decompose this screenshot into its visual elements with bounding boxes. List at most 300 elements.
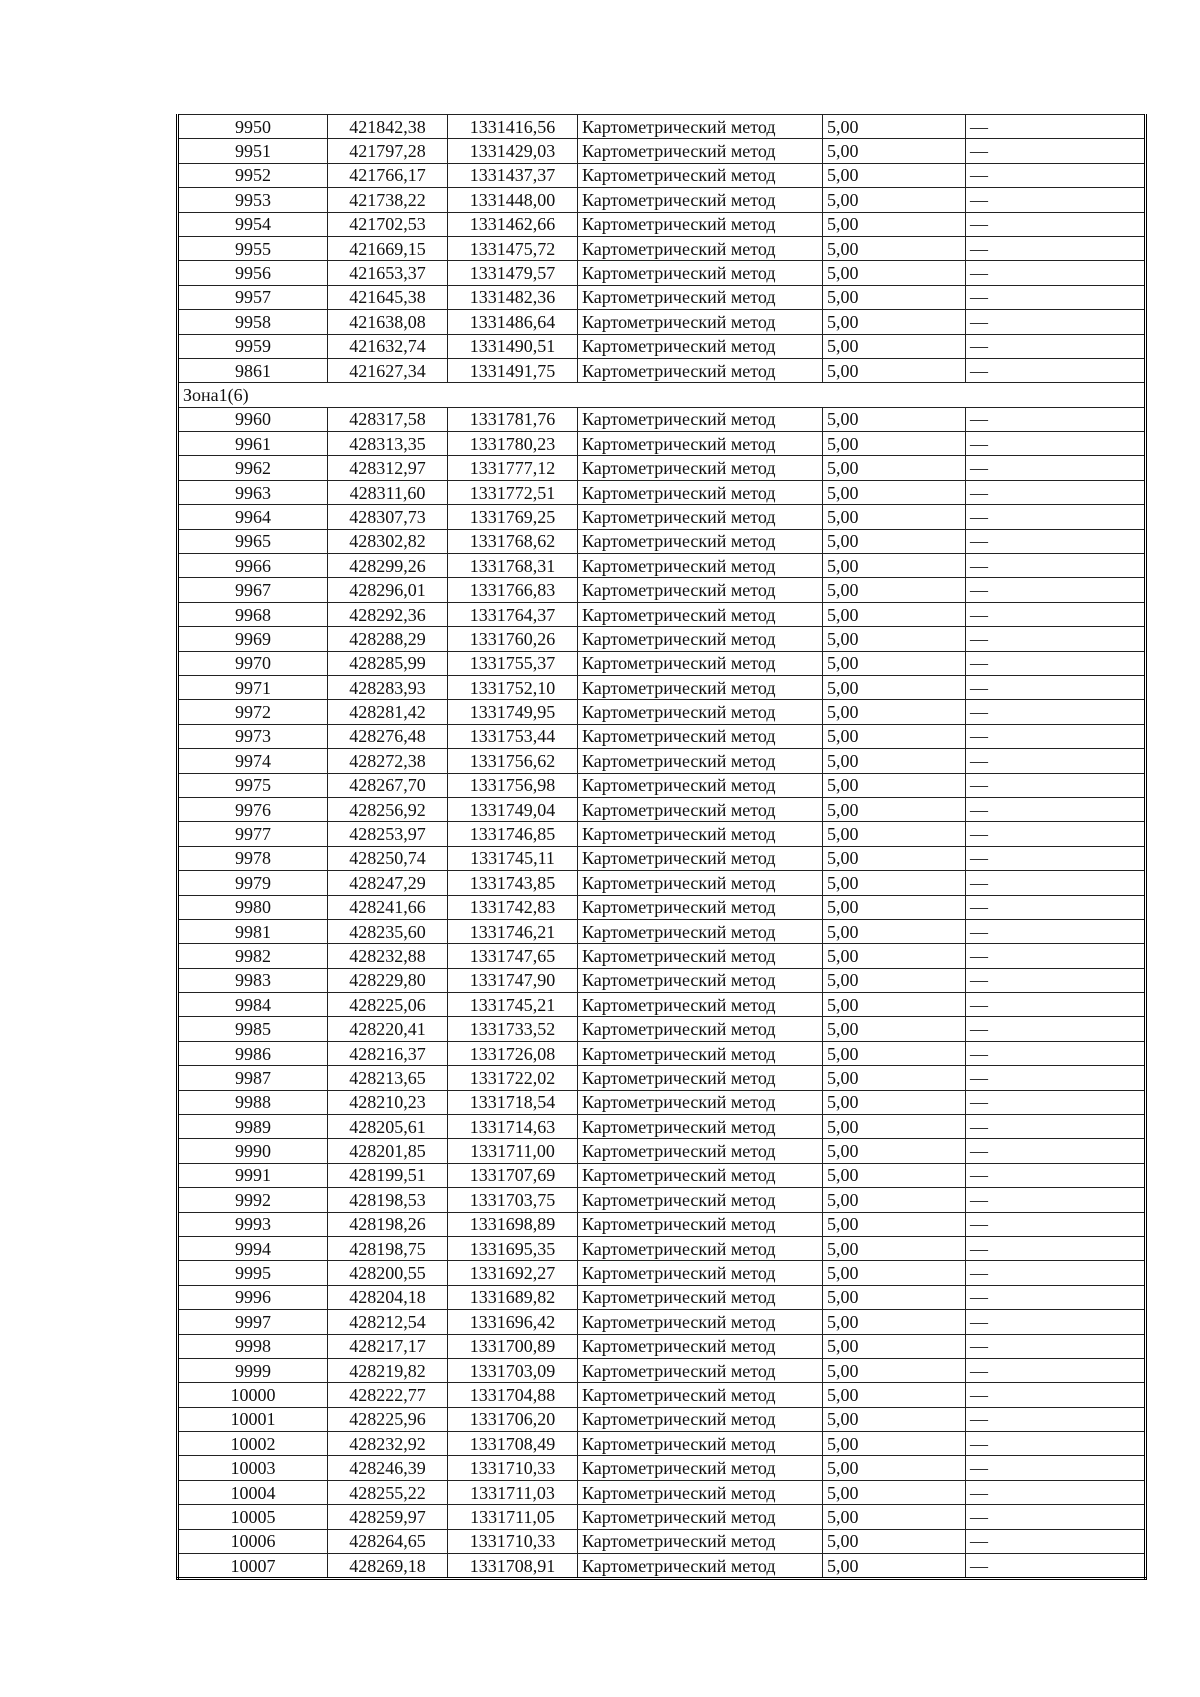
- method-cell: Картометрический метод: [578, 675, 823, 699]
- method-cell: Картометрический метод: [578, 968, 823, 992]
- point-number-cell: 9979: [178, 871, 328, 895]
- method-cell: Картометрический метод: [578, 773, 823, 797]
- point-number-cell: 9970: [178, 651, 328, 675]
- method-cell: Картометрический метод: [578, 1139, 823, 1163]
- method-cell: Картометрический метод: [578, 358, 823, 382]
- y-coordinate-cell: 1331745,21: [448, 993, 578, 1017]
- method-cell: Картометрический метод: [578, 139, 823, 163]
- y-coordinate-cell: 1331429,03: [448, 139, 578, 163]
- y-coordinate-cell: 1331696,42: [448, 1310, 578, 1334]
- x-coordinate-cell: 428288,29: [328, 627, 448, 651]
- table-row: [178, 334, 1146, 358]
- y-coordinate-cell: 1331703,09: [448, 1358, 578, 1382]
- precision-cell: 5,00: [823, 1188, 966, 1212]
- point-number-cell: 9989: [178, 1115, 328, 1139]
- table-row: [178, 407, 1146, 431]
- method-cell: Картометрический метод: [578, 944, 823, 968]
- description-cell: —: [966, 212, 1146, 236]
- description-cell: —: [966, 310, 1146, 334]
- precision-cell: 5,00: [823, 944, 966, 968]
- y-coordinate-cell: 1331707,69: [448, 1163, 578, 1187]
- table-row: [178, 358, 1146, 382]
- point-number-cell: 9960: [178, 407, 328, 431]
- description-cell: —: [966, 1334, 1146, 1358]
- point-number-cell: 10001: [178, 1407, 328, 1431]
- x-coordinate-cell: 428225,96: [328, 1407, 448, 1431]
- description-cell: —: [966, 139, 1146, 163]
- table-row: [178, 1066, 1146, 1090]
- y-coordinate-cell: 1331733,52: [448, 1017, 578, 1041]
- description-cell: —: [966, 993, 1146, 1017]
- method-cell: Картометрический метод: [578, 651, 823, 675]
- x-coordinate-cell: 428216,37: [328, 1041, 448, 1065]
- point-number-cell: 9975: [178, 773, 328, 797]
- description-cell: —: [966, 1529, 1146, 1553]
- precision-cell: 5,00: [823, 505, 966, 529]
- point-number-cell: 9985: [178, 1017, 328, 1041]
- precision-cell: 5,00: [823, 1529, 966, 1553]
- method-cell: Картометрический метод: [578, 188, 823, 212]
- precision-cell: 5,00: [823, 700, 966, 724]
- point-number-cell: 9988: [178, 1090, 328, 1114]
- method-cell: Картометрический метод: [578, 456, 823, 480]
- precision-cell: 5,00: [823, 1358, 966, 1382]
- point-number-cell: 9996: [178, 1285, 328, 1309]
- x-coordinate-cell: 428200,55: [328, 1261, 448, 1285]
- method-cell: Картометрический метод: [578, 1188, 823, 1212]
- y-coordinate-cell: 1331490,51: [448, 334, 578, 358]
- method-cell: Картометрический метод: [578, 1407, 823, 1431]
- method-cell: Картометрический метод: [578, 407, 823, 431]
- x-coordinate-cell: 428317,58: [328, 407, 448, 431]
- x-coordinate-cell: 428213,65: [328, 1066, 448, 1090]
- point-number-cell: 10002: [178, 1432, 328, 1456]
- point-number-cell: 9984: [178, 993, 328, 1017]
- y-coordinate-cell: 1331692,27: [448, 1261, 578, 1285]
- method-cell: Картометрический метод: [578, 627, 823, 651]
- x-coordinate-cell: 428222,77: [328, 1383, 448, 1407]
- point-number-cell: 9959: [178, 334, 328, 358]
- description-cell: —: [966, 480, 1146, 504]
- precision-cell: 5,00: [823, 480, 966, 504]
- precision-cell: 5,00: [823, 1554, 966, 1579]
- x-coordinate-cell: 428241,66: [328, 895, 448, 919]
- table-row: [178, 993, 1146, 1017]
- point-number-cell: 9973: [178, 724, 328, 748]
- description-cell: —: [966, 285, 1146, 309]
- point-number-cell: 9953: [178, 188, 328, 212]
- point-number-cell: 9972: [178, 700, 328, 724]
- method-cell: Картометрический метод: [578, 285, 823, 309]
- method-cell: Картометрический метод: [578, 480, 823, 504]
- method-cell: Картометрический метод: [578, 1456, 823, 1480]
- table-row: [178, 480, 1146, 504]
- precision-cell: 5,00: [823, 554, 966, 578]
- x-coordinate-cell: 428232,92: [328, 1432, 448, 1456]
- description-cell: —: [966, 1456, 1146, 1480]
- y-coordinate-cell: 1331749,95: [448, 700, 578, 724]
- y-coordinate-cell: 1331714,63: [448, 1115, 578, 1139]
- precision-cell: 5,00: [823, 1407, 966, 1431]
- x-coordinate-cell: 428201,85: [328, 1139, 448, 1163]
- precision-cell: 5,00: [823, 1212, 966, 1236]
- zone-header-row: [178, 383, 1146, 407]
- x-coordinate-cell: 421797,28: [328, 139, 448, 163]
- x-coordinate-cell: 428307,73: [328, 505, 448, 529]
- description-cell: —: [966, 675, 1146, 699]
- precision-cell: 5,00: [823, 1505, 966, 1529]
- point-number-cell: 9966: [178, 554, 328, 578]
- method-cell: Картометрический метод: [578, 505, 823, 529]
- method-cell: Картометрический метод: [578, 1212, 823, 1236]
- description-cell: —: [966, 1285, 1146, 1309]
- description-cell: —: [966, 968, 1146, 992]
- method-cell: Картометрический метод: [578, 846, 823, 870]
- precision-cell: 5,00: [823, 310, 966, 334]
- point-number-cell: 9977: [178, 822, 328, 846]
- method-cell: Картометрический метод: [578, 1236, 823, 1260]
- coordinates-table: [176, 114, 1147, 1580]
- description-cell: —: [966, 1212, 1146, 1236]
- point-number-cell: 9963: [178, 480, 328, 504]
- description-cell: —: [966, 700, 1146, 724]
- point-number-cell: 9995: [178, 1261, 328, 1285]
- x-coordinate-cell: 421653,37: [328, 261, 448, 285]
- x-coordinate-cell: 428267,70: [328, 773, 448, 797]
- x-coordinate-cell: 428276,48: [328, 724, 448, 748]
- table-row: [178, 212, 1146, 236]
- point-number-cell: 9982: [178, 944, 328, 968]
- precision-cell: 5,00: [823, 115, 966, 139]
- precision-cell: 5,00: [823, 773, 966, 797]
- y-coordinate-cell: 1331704,88: [448, 1383, 578, 1407]
- y-coordinate-cell: 1331753,44: [448, 724, 578, 748]
- point-number-cell: 9950: [178, 115, 328, 139]
- x-coordinate-cell: 428219,82: [328, 1358, 448, 1382]
- description-cell: —: [966, 1017, 1146, 1041]
- method-cell: Картометрический метод: [578, 749, 823, 773]
- table-row: [178, 1334, 1146, 1358]
- table-row: [178, 115, 1146, 139]
- description-cell: —: [966, 554, 1146, 578]
- description-cell: —: [966, 261, 1146, 285]
- x-coordinate-cell: 428255,22: [328, 1480, 448, 1504]
- x-coordinate-cell: 428302,82: [328, 529, 448, 553]
- point-number-cell: 9994: [178, 1236, 328, 1260]
- y-coordinate-cell: 1331756,98: [448, 773, 578, 797]
- precision-cell: 5,00: [823, 1310, 966, 1334]
- y-coordinate-cell: 1331780,23: [448, 432, 578, 456]
- precision-cell: 5,00: [823, 578, 966, 602]
- point-number-cell: 9998: [178, 1334, 328, 1358]
- table-row: [178, 432, 1146, 456]
- method-cell: Картометрический метод: [578, 1017, 823, 1041]
- description-cell: —: [966, 1090, 1146, 1114]
- method-cell: Картометрический метод: [578, 1480, 823, 1504]
- precision-cell: 5,00: [823, 968, 966, 992]
- table-row: [178, 1017, 1146, 1041]
- precision-cell: 5,00: [823, 1261, 966, 1285]
- table-row: [178, 602, 1146, 626]
- point-number-cell: 9987: [178, 1066, 328, 1090]
- precision-cell: 5,00: [823, 1480, 966, 1504]
- table-row: [178, 675, 1146, 699]
- table-row: [178, 1554, 1146, 1579]
- precision-cell: 5,00: [823, 1456, 966, 1480]
- description-cell: —: [966, 871, 1146, 895]
- x-coordinate-cell: 428253,97: [328, 822, 448, 846]
- method-cell: Картометрический метод: [578, 1529, 823, 1553]
- precision-cell: 5,00: [823, 334, 966, 358]
- precision-cell: 5,00: [823, 1041, 966, 1065]
- point-number-cell: 9964: [178, 505, 328, 529]
- table-row: [178, 1310, 1146, 1334]
- description-cell: —: [966, 163, 1146, 187]
- table-row: [178, 310, 1146, 334]
- method-cell: Картометрический метод: [578, 236, 823, 260]
- description-cell: —: [966, 578, 1146, 602]
- y-coordinate-cell: 1331756,62: [448, 749, 578, 773]
- y-coordinate-cell: 1331768,62: [448, 529, 578, 553]
- y-coordinate-cell: 1331769,25: [448, 505, 578, 529]
- description-cell: —: [966, 602, 1146, 626]
- table-row: [178, 968, 1146, 992]
- description-cell: —: [966, 188, 1146, 212]
- y-coordinate-cell: 1331755,37: [448, 651, 578, 675]
- precision-cell: 5,00: [823, 993, 966, 1017]
- table-row: [178, 944, 1146, 968]
- description-cell: —: [966, 456, 1146, 480]
- x-coordinate-cell: 428247,29: [328, 871, 448, 895]
- table-row: [178, 1041, 1146, 1065]
- method-cell: Картометрический метод: [578, 1041, 823, 1065]
- x-coordinate-cell: 428232,88: [328, 944, 448, 968]
- description-cell: —: [966, 505, 1146, 529]
- y-coordinate-cell: 1331695,35: [448, 1236, 578, 1260]
- y-coordinate-cell: 1331722,02: [448, 1066, 578, 1090]
- table-row: [178, 797, 1146, 821]
- x-coordinate-cell: 421669,15: [328, 236, 448, 260]
- description-cell: —: [966, 895, 1146, 919]
- table-row: [178, 846, 1146, 870]
- y-coordinate-cell: 1331710,33: [448, 1456, 578, 1480]
- table-row: [178, 1358, 1146, 1382]
- description-cell: —: [966, 1407, 1146, 1431]
- table-row: [178, 163, 1146, 187]
- point-number-cell: 9968: [178, 602, 328, 626]
- precision-cell: 5,00: [823, 602, 966, 626]
- point-number-cell: 9997: [178, 1310, 328, 1334]
- point-number-cell: 9951: [178, 139, 328, 163]
- y-coordinate-cell: 1331764,37: [448, 602, 578, 626]
- x-coordinate-cell: 421645,38: [328, 285, 448, 309]
- method-cell: Картометрический метод: [578, 310, 823, 334]
- table-row: [178, 285, 1146, 309]
- description-cell: —: [966, 529, 1146, 553]
- precision-cell: 5,00: [823, 627, 966, 651]
- method-cell: Картометрический метод: [578, 1310, 823, 1334]
- method-cell: Картометрический метод: [578, 822, 823, 846]
- table-row: [178, 1090, 1146, 1114]
- x-coordinate-cell: 428313,35: [328, 432, 448, 456]
- method-cell: Картометрический метод: [578, 602, 823, 626]
- description-cell: —: [966, 1261, 1146, 1285]
- table-row: [178, 1383, 1146, 1407]
- description-cell: —: [966, 1310, 1146, 1334]
- y-coordinate-cell: 1331482,36: [448, 285, 578, 309]
- description-cell: —: [966, 115, 1146, 139]
- point-number-cell: 9955: [178, 236, 328, 260]
- x-coordinate-cell: 428292,36: [328, 602, 448, 626]
- method-cell: Картометрический метод: [578, 1115, 823, 1139]
- method-cell: Картометрический метод: [578, 554, 823, 578]
- y-coordinate-cell: 1331766,83: [448, 578, 578, 602]
- table-row: [178, 188, 1146, 212]
- x-coordinate-cell: 421632,74: [328, 334, 448, 358]
- description-cell: —: [966, 627, 1146, 651]
- table-row: [178, 505, 1146, 529]
- point-number-cell: 9983: [178, 968, 328, 992]
- x-coordinate-cell: 428312,97: [328, 456, 448, 480]
- description-cell: —: [966, 822, 1146, 846]
- x-coordinate-cell: 428235,60: [328, 919, 448, 943]
- method-cell: Картометрический метод: [578, 1505, 823, 1529]
- x-coordinate-cell: 421766,17: [328, 163, 448, 187]
- table-row: [178, 822, 1146, 846]
- table-row: [178, 139, 1146, 163]
- description-cell: —: [966, 407, 1146, 431]
- y-coordinate-cell: 1331781,76: [448, 407, 578, 431]
- y-coordinate-cell: 1331706,20: [448, 1407, 578, 1431]
- y-coordinate-cell: 1331746,21: [448, 919, 578, 943]
- description-cell: —: [966, 1358, 1146, 1382]
- y-coordinate-cell: 1331491,75: [448, 358, 578, 382]
- method-cell: Картометрический метод: [578, 1432, 823, 1456]
- x-coordinate-cell: 421627,34: [328, 358, 448, 382]
- method-cell: Картометрический метод: [578, 919, 823, 943]
- description-cell: —: [966, 1188, 1146, 1212]
- table-row: [178, 456, 1146, 480]
- point-number-cell: 10006: [178, 1529, 328, 1553]
- x-coordinate-cell: 428229,80: [328, 968, 448, 992]
- y-coordinate-cell: 1331777,12: [448, 456, 578, 480]
- x-coordinate-cell: 421702,53: [328, 212, 448, 236]
- point-number-cell: 9861: [178, 358, 328, 382]
- y-coordinate-cell: 1331462,66: [448, 212, 578, 236]
- table-row: [178, 1236, 1146, 1260]
- table-row: [178, 1407, 1146, 1431]
- point-number-cell: 9962: [178, 456, 328, 480]
- x-coordinate-cell: 428199,51: [328, 1163, 448, 1187]
- point-number-cell: 9990: [178, 1139, 328, 1163]
- description-cell: —: [966, 1383, 1146, 1407]
- point-number-cell: 9954: [178, 212, 328, 236]
- y-coordinate-cell: 1331708,91: [448, 1554, 578, 1579]
- description-cell: —: [966, 334, 1146, 358]
- precision-cell: 5,00: [823, 529, 966, 553]
- y-coordinate-cell: 1331726,08: [448, 1041, 578, 1065]
- description-cell: —: [966, 358, 1146, 382]
- point-number-cell: 9965: [178, 529, 328, 553]
- description-cell: —: [966, 1236, 1146, 1260]
- precision-cell: 5,00: [823, 1383, 966, 1407]
- method-cell: Картометрический метод: [578, 1261, 823, 1285]
- description-cell: —: [966, 1505, 1146, 1529]
- description-cell: —: [966, 1480, 1146, 1504]
- table-row: [178, 895, 1146, 919]
- point-number-cell: 9974: [178, 749, 328, 773]
- precision-cell: 5,00: [823, 846, 966, 870]
- x-coordinate-cell: 428259,97: [328, 1505, 448, 1529]
- point-number-cell: 9957: [178, 285, 328, 309]
- precision-cell: 5,00: [823, 261, 966, 285]
- table-row: [178, 529, 1146, 553]
- table-row: [178, 724, 1146, 748]
- x-coordinate-cell: 428285,99: [328, 651, 448, 675]
- precision-cell: 5,00: [823, 1236, 966, 1260]
- table-row: [178, 1285, 1146, 1309]
- description-cell: —: [966, 846, 1146, 870]
- description-cell: —: [966, 944, 1146, 968]
- y-coordinate-cell: 1331747,65: [448, 944, 578, 968]
- description-cell: —: [966, 1115, 1146, 1139]
- point-number-cell: 9992: [178, 1188, 328, 1212]
- description-cell: —: [966, 1066, 1146, 1090]
- description-cell: —: [966, 724, 1146, 748]
- y-coordinate-cell: 1331437,37: [448, 163, 578, 187]
- method-cell: Картометрический метод: [578, 700, 823, 724]
- method-cell: Картометрический метод: [578, 1554, 823, 1579]
- table-row: [178, 578, 1146, 602]
- precision-cell: 5,00: [823, 919, 966, 943]
- x-coordinate-cell: 428205,61: [328, 1115, 448, 1139]
- x-coordinate-cell: 428299,26: [328, 554, 448, 578]
- method-cell: Картометрический метод: [578, 1090, 823, 1114]
- point-number-cell: 9971: [178, 675, 328, 699]
- x-coordinate-cell: 428204,18: [328, 1285, 448, 1309]
- point-number-cell: 9967: [178, 578, 328, 602]
- description-cell: —: [966, 797, 1146, 821]
- precision-cell: 5,00: [823, 675, 966, 699]
- y-coordinate-cell: 1331703,75: [448, 1188, 578, 1212]
- method-cell: Картометрический метод: [578, 1066, 823, 1090]
- y-coordinate-cell: 1331711,00: [448, 1139, 578, 1163]
- point-number-cell: 9961: [178, 432, 328, 456]
- x-coordinate-cell: 428264,65: [328, 1529, 448, 1553]
- x-coordinate-cell: 428198,53: [328, 1188, 448, 1212]
- x-coordinate-cell: 428250,74: [328, 846, 448, 870]
- point-number-cell: 9980: [178, 895, 328, 919]
- precision-cell: 5,00: [823, 797, 966, 821]
- y-coordinate-cell: 1331416,56: [448, 115, 578, 139]
- table-row: [178, 773, 1146, 797]
- precision-cell: 5,00: [823, 358, 966, 382]
- y-coordinate-cell: 1331689,82: [448, 1285, 578, 1309]
- method-cell: Картометрический метод: [578, 1163, 823, 1187]
- point-number-cell: 9976: [178, 797, 328, 821]
- y-coordinate-cell: 1331752,10: [448, 675, 578, 699]
- table-row: [178, 651, 1146, 675]
- table-row: [178, 627, 1146, 651]
- point-number-cell: 9999: [178, 1358, 328, 1382]
- description-cell: —: [966, 236, 1146, 260]
- x-coordinate-cell: 428198,75: [328, 1236, 448, 1260]
- point-number-cell: 9993: [178, 1212, 328, 1236]
- table-row: [178, 1139, 1146, 1163]
- table-row: [178, 261, 1146, 285]
- table-row: [178, 554, 1146, 578]
- y-coordinate-cell: 1331742,83: [448, 895, 578, 919]
